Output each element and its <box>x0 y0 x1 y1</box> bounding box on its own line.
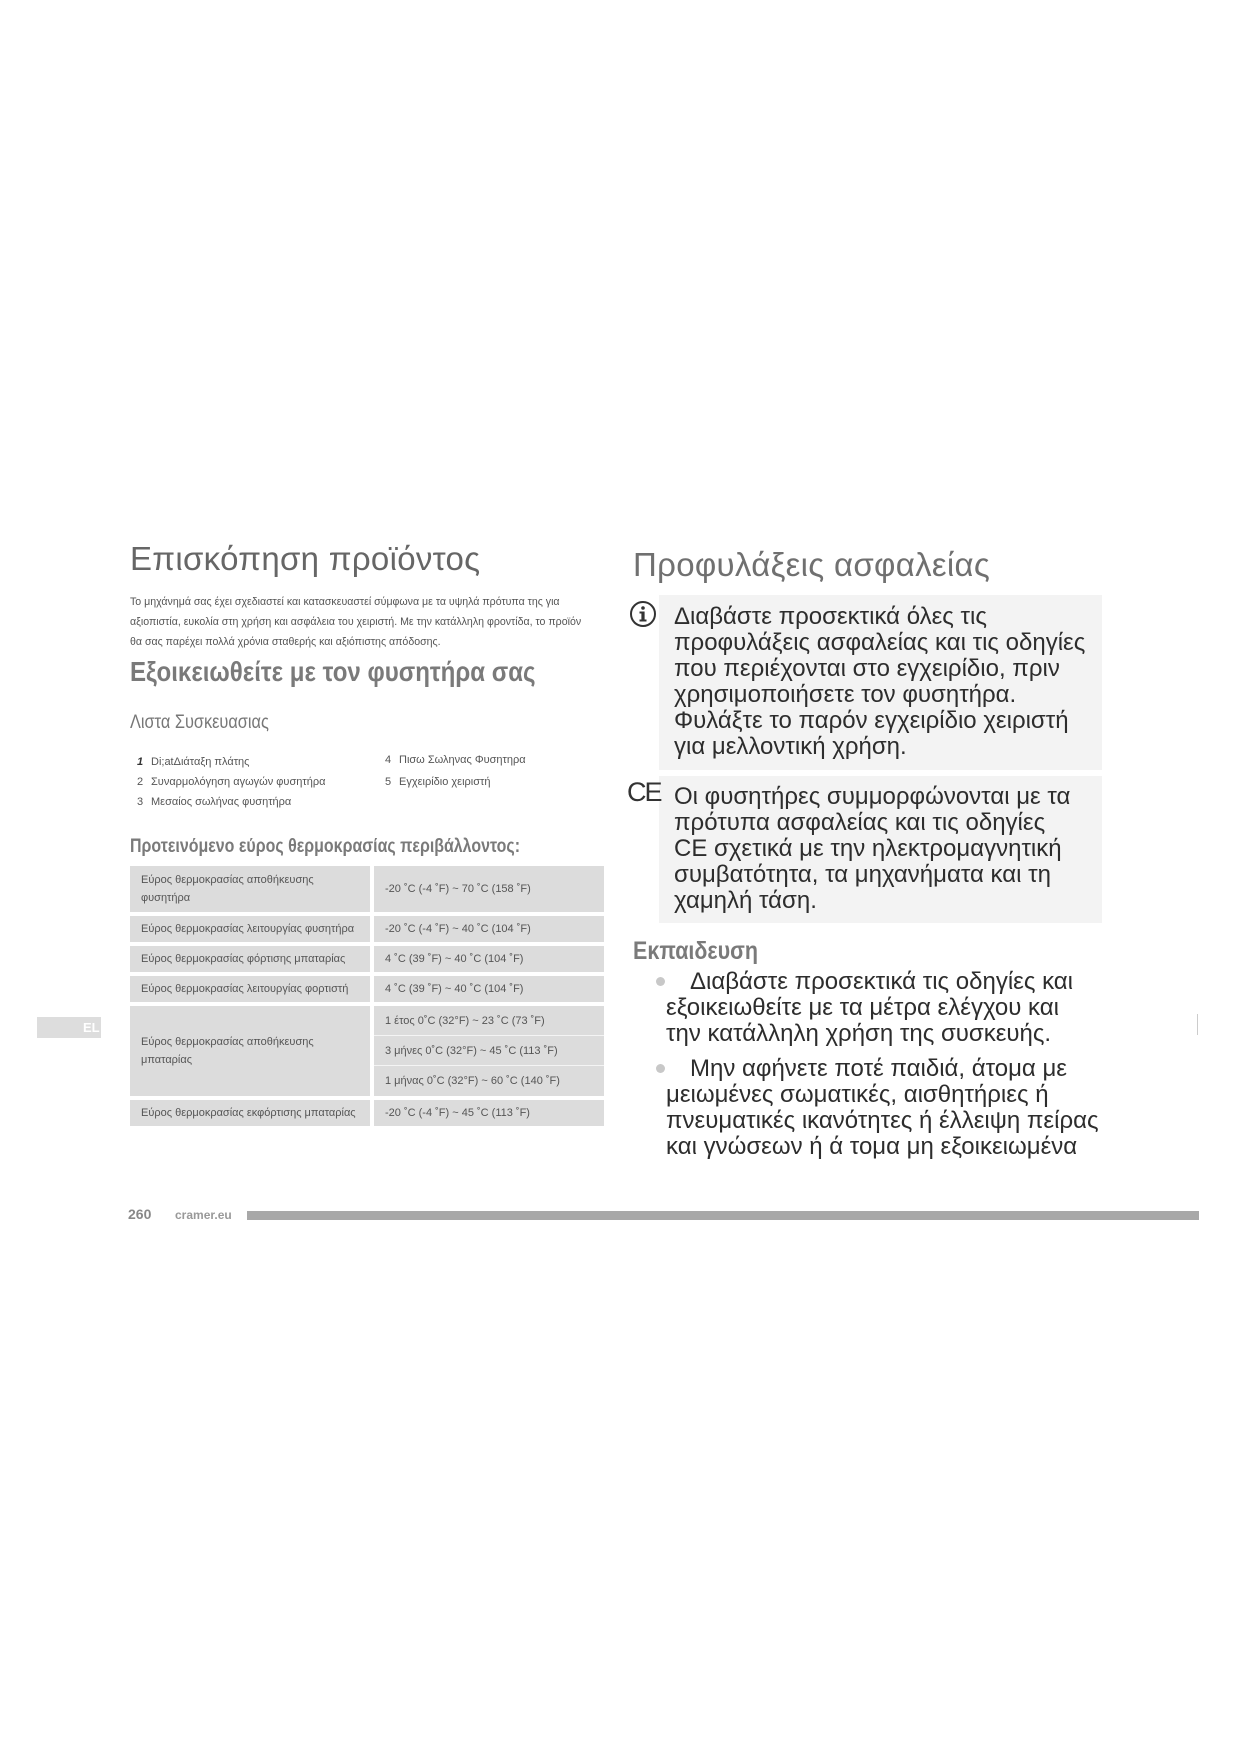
table-value-cell: 3 μήνες 0˚C (32°F) ~ 45 ˚C (113 ˚F) <box>374 1036 604 1066</box>
table-value-cell: -20 ˚C (-4 ˚F) ~ 70 ˚C (158 ˚F) <box>374 866 604 912</box>
packing-item: 5 Εγχειρίδιο χειριστή <box>385 776 491 788</box>
bullet-icon <box>656 1064 665 1073</box>
page-number: 260 <box>128 1206 152 1222</box>
table-value-cell: 4 ˚C (39 ˚F) ~ 40 ˚C (104 ˚F) <box>374 976 604 1002</box>
temperature-title: Προτεινόμενο εύρος θερμοκρασίας περιβάλλοντος: <box>130 836 521 857</box>
familiar-title: Εξοικειωθείτε με τον φυσητήρα σας <box>130 656 536 687</box>
overview-title: Επισκόπηση προϊόντος <box>130 540 481 577</box>
training-title: Εκπαιδευση <box>633 937 758 965</box>
safety-title: Προφυλάξεις ασφαλείας <box>633 546 991 583</box>
ce-text: Οι φυσητήρες συμμορφώνονται με τα πρότυπα ασφαλείας και τις οδηγίες CE σχετικά με την ηλεκτρομαγνητική συμβατότητα, τα μηχανήματα και τη χαμηλή τάση. <box>674 783 1071 914</box>
packing-item: 1 Di;atΔιάταξη πλάτης <box>137 756 250 768</box>
table-value-cell: -20 ˚C (-4 ˚F) ~ 45 ˚C (113 ˚F) <box>374 1100 604 1126</box>
table-label-cell: Εύρος θερμοκρασίας αποθήκευσης μπαταρίας <box>130 1006 370 1096</box>
overview-intro <box>130 592 608 652</box>
ce-mark-icon: CE <box>627 777 661 807</box>
table-value-cell: 4 ˚C (39 ˚F) ~ 40 ˚C (104 ˚F) <box>374 946 604 972</box>
bullet-icon <box>656 977 665 986</box>
table-label-cell: Εύρος θερμοκρασίας φόρτισης μπαταρίας <box>130 946 370 972</box>
packing-item: 2 Συναρμολόγηση αγωγών φυσητήρα <box>137 776 326 788</box>
packing-item: 4 Πισω Σωληνας Φυσητηρα <box>385 754 526 766</box>
info-icon <box>629 600 657 633</box>
language-tab: EL <box>37 1017 101 1038</box>
footer-bar <box>247 1211 1199 1220</box>
edge-mark <box>1197 1014 1198 1035</box>
table-value-cell: -20 ˚C (-4 ˚F) ~ 40 ˚C (104 ˚F) <box>374 916 604 942</box>
training-bullet: Μην αφήνετε ποτέ παιδιά, άτομα με μειωμένες σωματικές, αισθητήριες ή πνευματικές ικανότητες ή έλλειψη πείρας και γνώσεων ή ά τομα μη εξοικειωμένα <box>666 1055 1099 1160</box>
packing-item: 3 Μεσαίος σωλήνας φυσητήρα <box>137 796 292 808</box>
table-label-cell: Εύρος θερμοκρασίας λειτουργίας φυσητήρα <box>130 916 370 942</box>
table-value-cell: 1 μήνας 0˚C (32°F) ~ 60 ˚C (140 ˚F) <box>374 1066 604 1096</box>
training-bullet: Διαβάστε προσεκτικά τις οδηγίες και εξοικειωθείτε με τα μέτρα ελέγχου και την κατάλληλη χρήση της συσκευής. <box>666 968 1073 1047</box>
table-label-cell: Εύρος θερμοκρασίας λειτουργίας φορτιστή <box>130 976 370 1002</box>
intro-line: θα σας παρέχει πολλά χρόνια σταθερής και αξιόπιστης απόδοσης. <box>130 636 441 648</box>
table-value-cell: 1 έτος 0˚C (32°F) ~ 23 ˚C (73 ˚F) <box>374 1006 604 1036</box>
table-label-cell: Εύρος θερμοκρασίας αποθήκευσης φυσητήρα <box>130 866 370 912</box>
info-text: Διαβάστε προσεκτικά όλες τις προφυλάξεις ασφαλείας και τις οδηγίες που περιέχονται στο εγχειρίδιο, πριν χρησιμοποιήσετε τον φυσητήρα. Φυλάξτε το παρόν εγχειρίδιο χειριστή για μελλοντική χρήση. <box>674 603 1086 760</box>
packing-title: Λιστα Συσκευασιας <box>130 712 269 733</box>
site-name: cramer.eu <box>175 1208 232 1222</box>
table-label-cell: Εύρος θερμοκρασίας εκφόρτισης μπαταρίας <box>130 1100 370 1126</box>
intro-line: Το μηχάνημά σας έχει σχεδιαστεί και κατασκευαστεί σύμφωνα με τα υψηλά πρότυπα της για <box>130 596 560 608</box>
intro-line: αξιοπιστία, ευκολία στη χρήση και ασφάλεια του χειριστή. Με την κατάλληλη φροντίδα, το προϊόν <box>130 616 582 628</box>
